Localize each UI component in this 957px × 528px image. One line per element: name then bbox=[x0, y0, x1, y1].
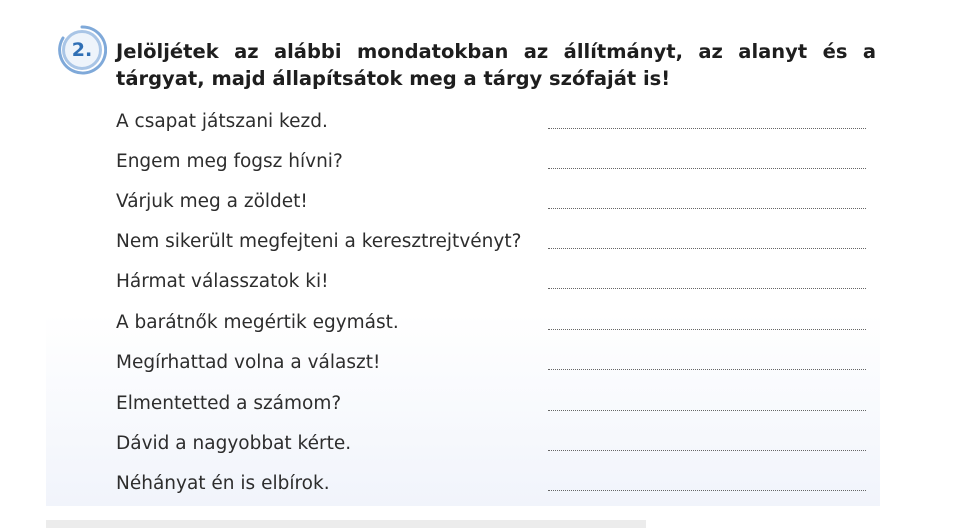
answer-line[interactable] bbox=[548, 128, 866, 129]
sentence-text: A csapat játszani kezd. bbox=[116, 111, 328, 132]
sentence-text: Várjuk meg a zöldet! bbox=[116, 191, 308, 212]
sentence-row bbox=[116, 349, 876, 379]
exercise-instruction: Jelöljétek az alábbi mondatokban az állítmányt, az alanyt és a tárgyat, majd állapítsátok meg a tárgy szófaját is! bbox=[116, 40, 876, 90]
answer-line[interactable] bbox=[548, 248, 866, 249]
sentence-text: Engem meg fogsz hívni? bbox=[116, 151, 343, 172]
exercise-number: 2. bbox=[71, 39, 93, 61]
page-bottom-edge bbox=[46, 520, 646, 528]
sentence-row bbox=[116, 228, 876, 258]
answer-line[interactable] bbox=[548, 168, 866, 169]
sentence-text: Elmentetted a számom? bbox=[116, 393, 342, 414]
sentence-row bbox=[116, 470, 876, 500]
sentence-text: Néhányat én is elbírok. bbox=[116, 473, 330, 494]
sentence-row bbox=[116, 148, 876, 178]
sentence-text: Megírhattad volna a választ! bbox=[116, 352, 381, 373]
sentence-row bbox=[116, 309, 876, 339]
answer-line[interactable] bbox=[548, 329, 866, 330]
answer-line[interactable] bbox=[548, 490, 866, 491]
answer-line[interactable] bbox=[548, 410, 866, 411]
sentence-row bbox=[116, 108, 876, 138]
sentence-text: Nem sikerült megfejteni a keresztrejtvényt? bbox=[116, 231, 522, 252]
sentence-row bbox=[116, 268, 876, 298]
sentence-text: A barátnők megértik egymást. bbox=[116, 312, 399, 333]
sentence-row bbox=[116, 390, 876, 420]
sentence-row bbox=[116, 430, 876, 460]
answer-line[interactable] bbox=[548, 288, 866, 289]
sentence-row bbox=[116, 188, 876, 218]
sentence-text: Hármat válasszatok ki! bbox=[116, 271, 329, 292]
answer-line[interactable] bbox=[548, 450, 866, 451]
answer-line[interactable] bbox=[548, 369, 866, 370]
sentence-text: Dávid a nagyobbat kérte. bbox=[116, 433, 352, 454]
answer-line[interactable] bbox=[548, 208, 866, 209]
